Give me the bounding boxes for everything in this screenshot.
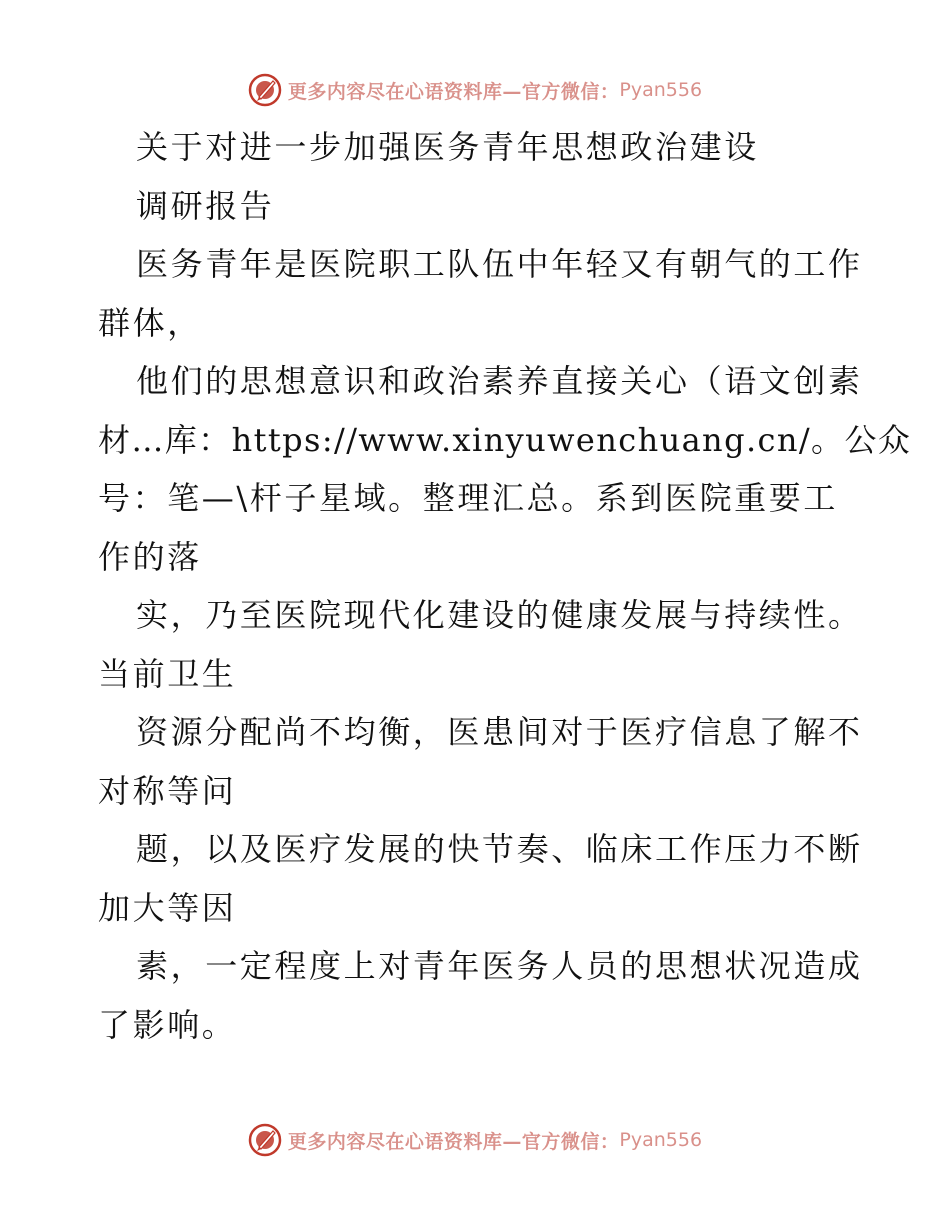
- pen-logo-icon: [248, 1123, 282, 1157]
- footer-banner-text: 更多内容尽在心语资料库—官方微信：: [287, 1130, 620, 1153]
- footer-wechat-id: Pyan556: [619, 1129, 703, 1151]
- document-title-line-1: 关于对进一步加强医务青年思想政治建设: [136, 128, 759, 166]
- document-body: [98, 118, 912, 1054]
- paragraph-line: 号：笔—\杆子星域。整理汇总。系到医院重要工: [98, 479, 838, 517]
- paragraph-line: 群体，: [98, 303, 202, 342]
- paragraph-line: 实，乃至医院现代化建设的健康发展与持续性。: [136, 596, 863, 634]
- paragraph-line: 材…库：https://www.xinyuwenchuang.cn/。公众: [98, 420, 912, 459]
- paragraph-line: 了影响。: [98, 1005, 237, 1044]
- header-banner-text: 更多内容尽在心语资料库—官方微信：: [287, 80, 620, 103]
- paragraph-line: 题，以及医疗发展的快节奏、临床工作压力不断: [136, 830, 863, 868]
- paragraph-line: 资源分配尚不均衡，医患间对于医疗信息了解不: [136, 713, 863, 751]
- document-title-line-2: 调研报告: [136, 186, 275, 225]
- pen-logo-icon: [248, 73, 282, 107]
- paragraph-line: 他们的思想意识和政治素养直接关心（语文创素: [136, 362, 863, 400]
- paragraph-line: 作的落: [98, 537, 202, 576]
- paragraph-line: 医务青年是医院职工队伍中年轻又有朝气的工作: [136, 245, 863, 283]
- header-wechat-id: Pyan556: [619, 79, 703, 101]
- paragraph-line: 加大等因: [98, 888, 237, 927]
- paragraph-line: 当前卫生: [98, 654, 237, 693]
- footer-banner: [0, 1120, 950, 1160]
- header-banner: [0, 70, 950, 110]
- paragraph-line: 素，一定程度上对青年医务人员的思想状况造成: [136, 947, 863, 985]
- paragraph-line: 对称等问: [98, 771, 237, 810]
